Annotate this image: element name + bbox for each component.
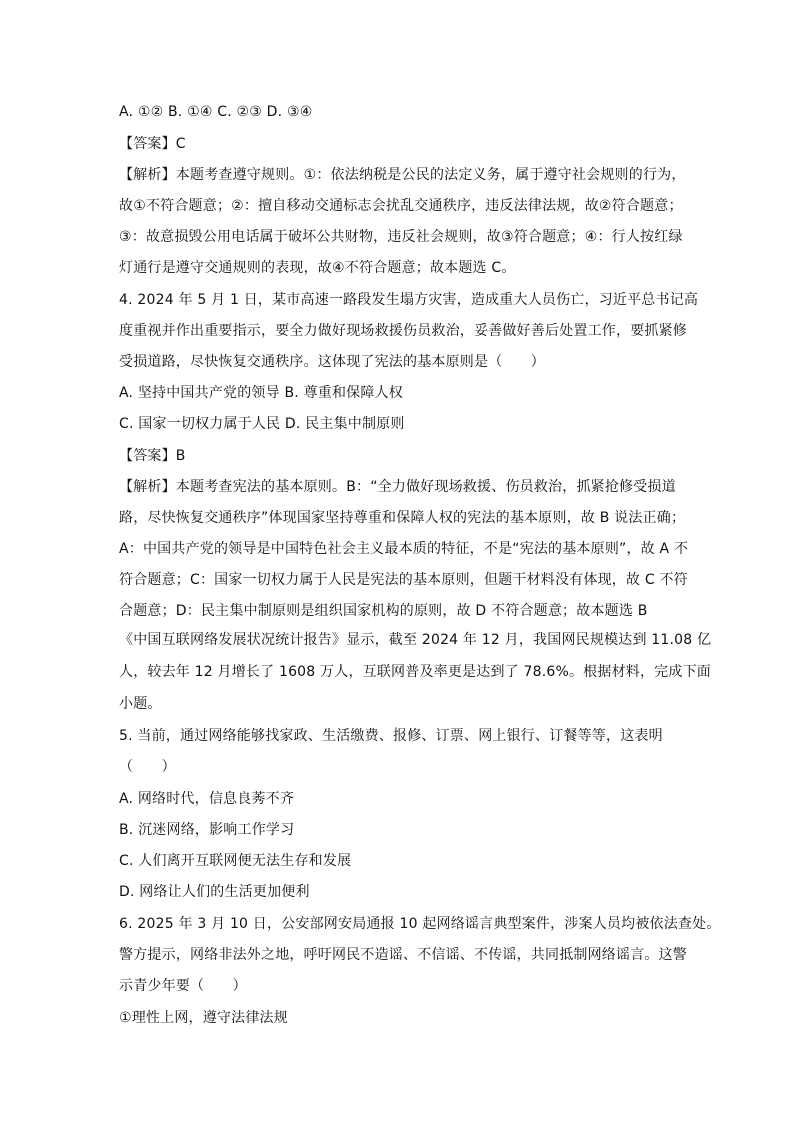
text-line: 【答案】C [119, 136, 186, 152]
text-line: B. 沉迷网络，影响工作学习 [119, 822, 295, 838]
text-line: 人，较去年 12 月增长了 1608 万人，互联网普及率更是达到了 78.6%。根据材料，完成下面 [119, 664, 711, 680]
text-line: 6. 2025 年 3 月 10 日，公安部网安局通报 10 起网络谣言典型案件，涉案人员均被依法查处。 [119, 916, 721, 932]
text-line: C. 人们离开互联网便无法生存和发展 [119, 853, 352, 869]
text-line: 合题意；D：民主集中制原则是组织国家机构的原则，故 D 不符合题意；故本题选 B [119, 603, 648, 619]
text-line: 度重视并作出重要指示，要全力做好现场救援伤员救治，妥善做好善后处置工作，要抓紧修 [119, 323, 687, 339]
text-line: A. 网络时代，信息良莠不齐 [119, 791, 295, 807]
text-line: A：中国共产党的领导是中国特色社会主义最本质的特征，不是“宪法的基本原则”，故 A 不 [119, 541, 689, 557]
text-line: 警方提示，网络非法外之地，呼吁网民不造谣、不信谣、不传谣，共同抵制网络谣言。这警 [119, 947, 687, 963]
text-line: 【答案】B [119, 448, 186, 464]
text-line: 5. 当前，通过网络能够找家政、生活缴费、报修、订票、网上银行、订餐等等，这表明 [119, 728, 663, 744]
text-line: 灯通行是遵守交通规则的表现，故④不符合题意；故本题选 C。 [119, 260, 516, 276]
text-line: 示青少年要（ ） [119, 978, 247, 994]
text-line: （ ） [119, 759, 176, 775]
text-line: D. 网络让人们的生活更加便利 [119, 884, 310, 900]
text-line: 受损道路，尽快恢复交通秩序。这体现了宪法的基本原则是（ ） [119, 354, 545, 370]
text-line: ①理性上网，遵守法律法规 [119, 1010, 288, 1026]
text-line: ③：故意损毁公用电话属于破坏公共财物，违反社会规则，故③符合题意；④：行人按红绿 [119, 229, 683, 245]
text-line: A. ①② B. ①④ C. ②③ D. ③④ [119, 104, 313, 120]
text-line: 【解析】本题考查遵守规则。①：依法纳税是公民的法定义务，属于遵守社会规则的行为， [119, 167, 686, 183]
text-line: A. 坚持中国共产党的领导 B. 尊重和保障人权 [119, 385, 403, 401]
text-line: 4. 2024 年 5 月 1 日，某市高速一路段发生塌方灾害，造成重大人员伤亡，习近平总书记高 [119, 292, 699, 308]
text-line: 小题。 [119, 696, 162, 712]
text-line: 故①不符合题意；②：擅自移动交通标志会扰乱交通秩序，违反法律法规，故②符合题意； [119, 198, 683, 214]
text-line: 路，尽快恢复交通秩序”体现国家坚持尊重和保障人权的宪法的基本原则，故 B 说法正确； [119, 510, 686, 526]
text-line: C. 国家一切权力属于人民 D. 民主集中制原则 [119, 416, 405, 432]
text-line: 符合题意；C：国家一切权力属于人民是宪法的基本原则，但题干材料没有体现，故 C 不符 [119, 572, 688, 588]
text-line: 【解析】本题考查宪法的基本原则。B：“全力做好现场救援、伤员救治，抓紧抢修受损道 [119, 479, 676, 495]
text-line: 《中国互联网络发展状况统计报告》显示，截至 2024 年 12 月，我国网民规模达到 11.08 亿 [119, 632, 712, 648]
